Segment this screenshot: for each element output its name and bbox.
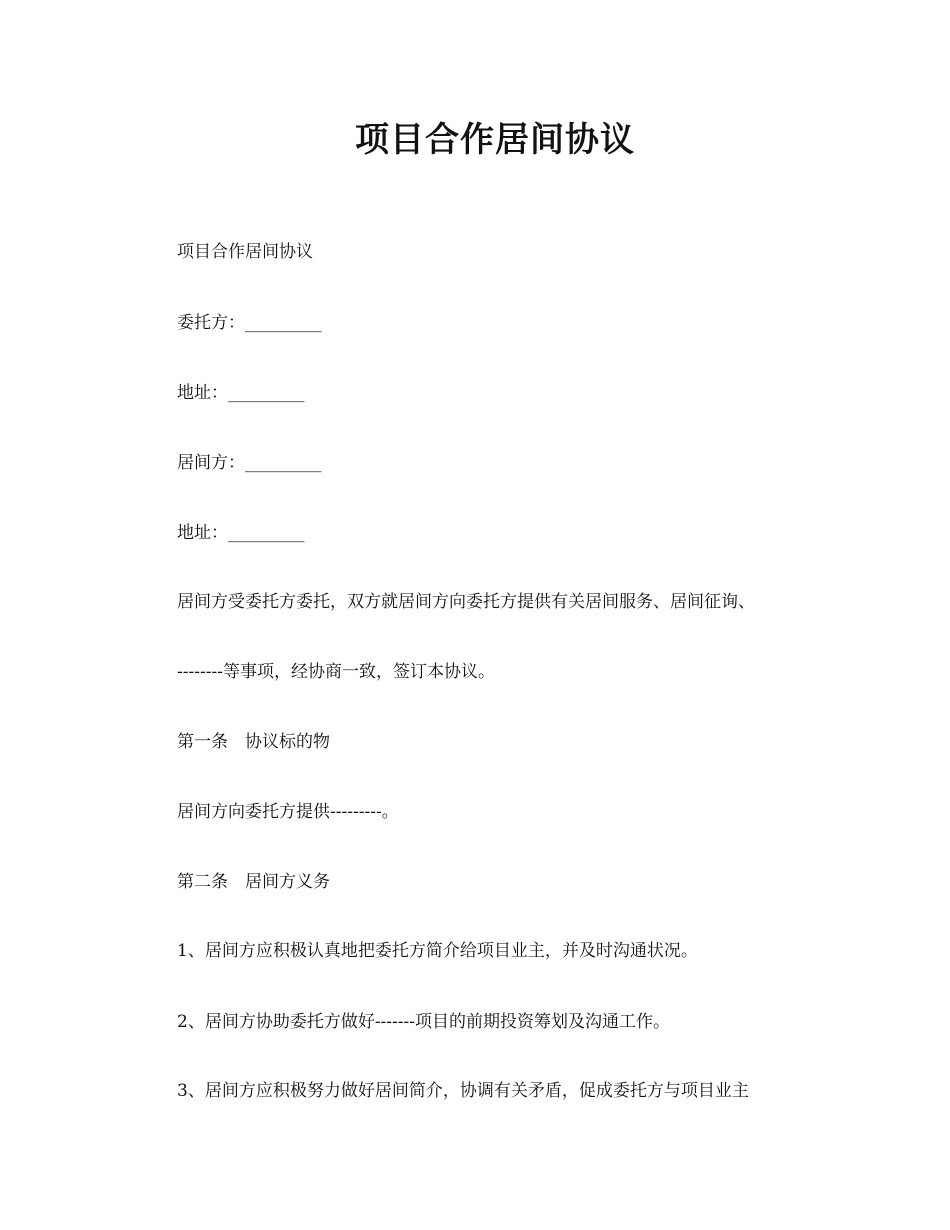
article-2-item-3: 3、居间方应积极努力做好居间简介，协调有关矛盾，促成委托方与项目业主 <box>177 1081 749 1101</box>
intermediary-line: 居间方：_________ <box>177 453 322 473</box>
article-2-item-1: 1、居间方应积极认真地把委托方简介给项目业主，并及时沟通状况。 <box>177 941 698 961</box>
preamble-line-2: --------等事项，经协商一致，签订本协议。 <box>177 662 495 682</box>
subtitle-line: 项目合作居间协议 <box>177 242 313 262</box>
preamble-line-1: 居间方受委托方委托，双方就居间方向委托方提供有关居间服务、居间征询、 <box>177 592 755 612</box>
client-address-line: 地址：_________ <box>177 383 305 403</box>
article-1-heading: 第一条 协议标的物 <box>177 732 330 752</box>
document-title: 项目合作居间协议 <box>355 120 635 160</box>
intermediary-address-line: 地址：_________ <box>177 523 305 543</box>
article-1-text: 居间方向委托方提供---------。 <box>177 802 399 822</box>
article-2-heading: 第二条 居间方义务 <box>177 872 330 892</box>
client-line: 委托方：_________ <box>177 313 322 333</box>
article-2-item-2: 2、居间方协助委托方做好-------项目的前期投资筹划及沟通工作。 <box>177 1012 671 1032</box>
